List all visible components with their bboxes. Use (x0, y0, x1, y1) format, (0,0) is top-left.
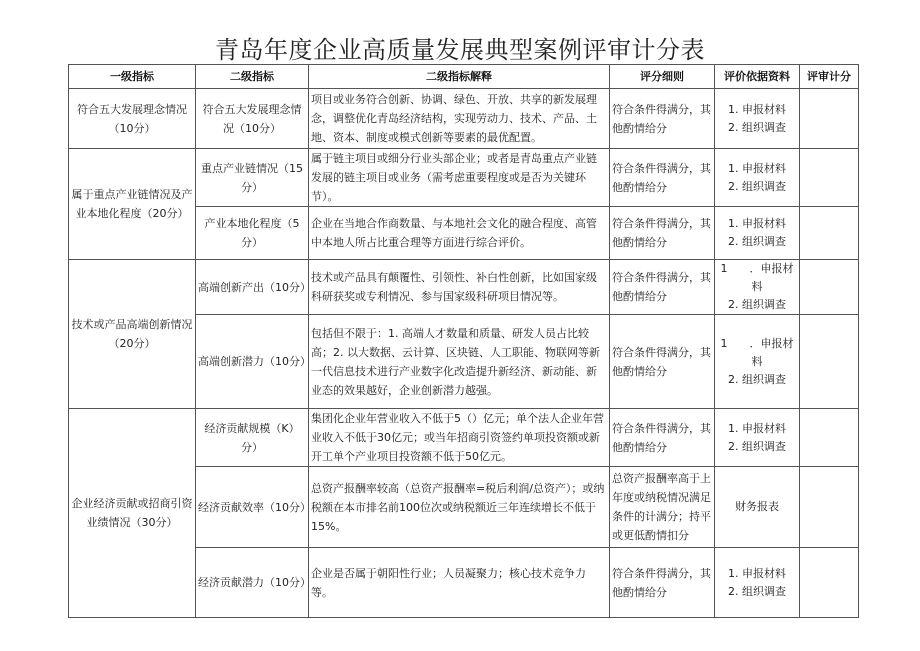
basis-line: 1. 申报材料 (728, 161, 786, 175)
level1-cell: 技术或产品高端创新情况（20分） (69, 260, 196, 409)
basis-cell (715, 260, 800, 315)
explanation-cell: 技术或产品具有颠覆性、引领性、补白性创新，比如国家级科研获奖或专利情况、参与国家级科研项目情况等。 (309, 260, 610, 315)
explanation-cell: 属于链主项目或细分行业头部企业；或者是青岛重点产业链发展的链主项目或业务（需考虑重要程度或是否为关键环节）。 (309, 149, 610, 207)
header-score: 评审计分 (800, 65, 859, 89)
table-row (69, 409, 859, 467)
header-rule: 评分细则 (610, 65, 715, 89)
level2-cell: 经济贡献规模（K）分） (196, 409, 309, 467)
basis-line: 2. 组织调查 (728, 584, 786, 598)
basis-line: 1. 申报材料 (728, 421, 786, 435)
level2-cell: 产业本地化程度（5分） (196, 207, 309, 260)
header-explanation: 二级指标解释 (309, 65, 610, 89)
explanation-cell: 企业是否属于朝阳性行业；人员凝聚力；核心技术竞争力等。 (309, 548, 610, 618)
score-cell[interactable] (800, 89, 859, 149)
score-cell[interactable] (800, 467, 859, 548)
score-cell[interactable] (800, 207, 859, 260)
score-cell[interactable] (800, 409, 859, 467)
score-cell[interactable] (800, 315, 859, 409)
level1-cell: 符合五大发展理念情况（10分） (69, 89, 196, 149)
table-row (69, 149, 859, 207)
basis-cell (715, 409, 800, 467)
basis-line: 1. 申报材料 (728, 102, 786, 116)
score-cell[interactable] (800, 548, 859, 618)
level2-cell: 符合五大发展理念情况（10分） (196, 89, 309, 149)
basis-cell (715, 89, 800, 149)
header-level2: 二级指标 (196, 65, 309, 89)
basis-line: 2. 组织调查 (728, 120, 786, 134)
rule-cell: 符合条件得满分，其他酌情给分 (610, 315, 715, 409)
basis-line: 2. 组织调查 (728, 235, 786, 248)
basis-cell (715, 149, 800, 207)
table-row (69, 260, 859, 315)
basis-cell (715, 315, 800, 409)
basis-line: 2. 组织调查 (728, 298, 786, 311)
score-cell[interactable] (800, 260, 859, 315)
basis-cell (715, 548, 800, 618)
rule-cell: 符合条件得满分，其他酌情给分 (610, 207, 715, 260)
header-level1: 一级指标 (69, 65, 196, 89)
level2-cell: 经济贡献潜力（10分） (196, 548, 309, 618)
basis-line: 2. 组织调查 (728, 179, 786, 193)
basis-line: 财务报表 (735, 500, 779, 513)
level2-cell: 高端创新产出（10分） (196, 260, 309, 315)
table-header-row (69, 65, 859, 89)
basis-line: 2. 组织调查 (728, 372, 786, 386)
basis-cell (715, 467, 800, 548)
table-row (69, 89, 859, 149)
basis-cell (715, 207, 800, 260)
header-basis: 评价依据资料 (715, 65, 800, 89)
level1-cell: 企业经济贡献或招商引资业绩情况（30分） (69, 409, 196, 618)
basis-line: 1 ．申报材料 (720, 336, 794, 368)
basis-line: 1 ．申报材料 (720, 262, 794, 293)
rule-cell: 符合条件得满分，其他酌情给分 (610, 409, 715, 467)
explanation-cell: 企业在当地合作商数量、与本地社会文化的融合程度、高管中本地人所占比重合理等方面进行综合评价。 (309, 207, 610, 260)
rule-cell: 符合条件得满分，其他酌情给分 (610, 260, 715, 315)
basis-line: 1. 申报材料 (728, 566, 786, 580)
rule-cell: 符合条件得满分，其他酌情给分 (610, 149, 715, 207)
basis-line: 1. 申报材料 (728, 217, 786, 230)
explanation-cell: 项目或业务符合创新、协调、绿色、开放、共享的新发展理念，调整优化青岛经济结构，实现劳动力、技术、产品、土地、资本、制度或模式创新等要素的最优配置。 (309, 89, 610, 149)
rule-cell: 总资产报酬率高于上年度或纳税情况满足条件的计满分；持平或更低酌情扣分 (610, 467, 715, 548)
rule-cell: 符合条件得满分，其他酌情给分 (610, 548, 715, 618)
scoring-table (68, 64, 859, 618)
basis-line: 2. 组织调查 (728, 439, 786, 453)
score-cell[interactable] (800, 149, 859, 207)
explanation-cell: 包括但不限于：1. 高端人才数量和质量、研发人员占比较高；2. 以大数据、云计算、区块链、人工职能、物联网等新一代信息技术进行产业数字化改造提升新经济、新动能、新业态的效果越好，企业创新潜力越强。 (309, 315, 610, 409)
explanation-cell: 集团化企业年营业收入不低于5（）亿元；单个法人企业年营业收入不低于30亿元；或当年招商引资签约单项投资额或新开工单个产业项目投资额不低于50亿元。 (309, 409, 610, 467)
page-title: 青岛年度企业高质量发展典型案例评审计分表 (215, 36, 705, 64)
explanation-cell: 总资产报酬率较高（总资产报酬率=税后利润/总资产）；或纳税额在本市排名前100位次或纳税额近三年连续增长不低于15%。 (309, 467, 610, 548)
level2-cell: 高端创新潜力（10分） (196, 315, 309, 409)
level2-cell: 重点产业链情况（15分） (196, 149, 309, 207)
level2-cell: 经济贡献效率（10分） (196, 467, 309, 548)
level1-cell: 属于重点产业链情况及产业本地化程度（20分） (69, 149, 196, 260)
rule-cell: 符合条件得满分，其他酌情给分 (610, 89, 715, 149)
